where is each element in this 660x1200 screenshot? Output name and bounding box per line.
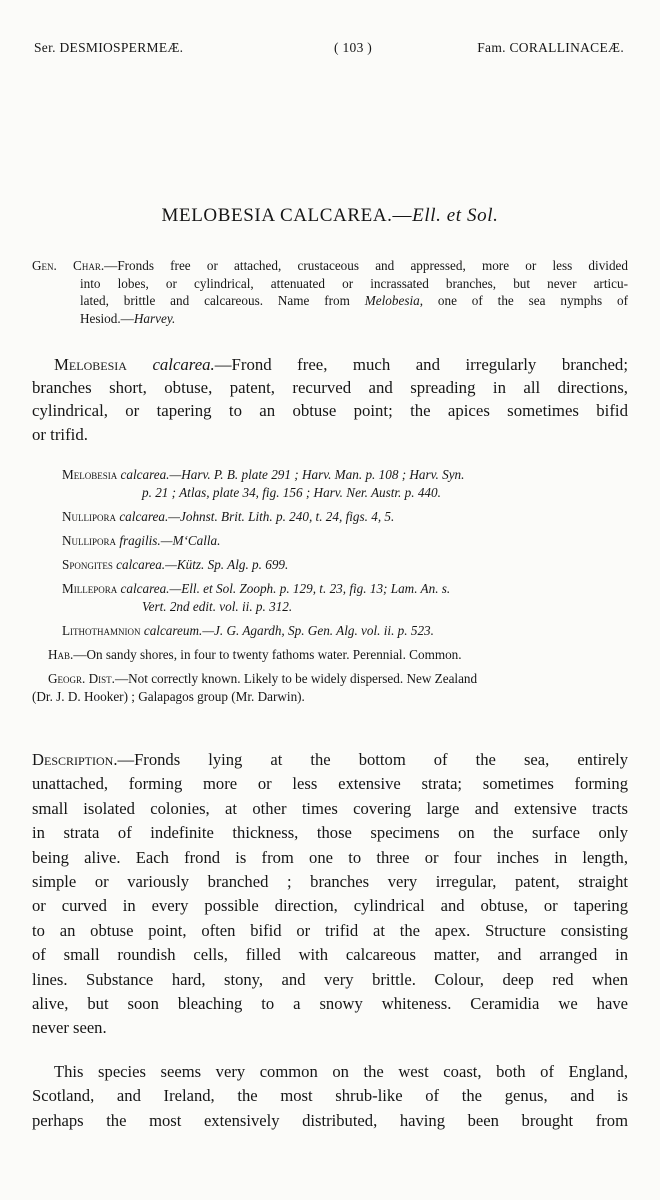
synonym-genus: Lithothamnion (62, 623, 141, 638)
description-line: of small roundish cells, filled with calcareous matter, and arranged in (32, 945, 628, 965)
spec-line-4: or trifid. (32, 424, 88, 444)
synonym-entry (32, 508, 628, 526)
geogr-line-1: —Not correctly known. Likely to be widely dispersed. New Zealand (114, 671, 478, 686)
synonym-genus: Nullipora (62, 509, 117, 524)
synonym-species: calcareum. (143, 623, 203, 638)
description-line: simple or variously branched ; branches very irregular, patent, straight (32, 872, 628, 892)
synonym-entry (32, 580, 628, 616)
specific-character (32, 353, 628, 446)
generic-character (32, 257, 628, 327)
synonym-species: calcarea. (116, 557, 166, 572)
title-authority: Ell. et Sol. (412, 205, 499, 226)
description-line: small isolated colonies, at other times covering large and extensive tracts (32, 798, 628, 818)
distribution-paragraph (32, 1060, 628, 1133)
description-label: Description. (32, 750, 118, 769)
synonym-reference: —M‘Calla. (160, 533, 221, 548)
synonym-reference: —Harv. P. B. plate 291 ; Harv. Man. p. 108 ; Harv. Syn. (169, 467, 465, 482)
gen-char-line-3-tail: , one of the sea nymphs of (419, 293, 628, 309)
paragraph-line: perhaps the most extensively distributed, having been brought from (32, 1110, 628, 1130)
spec-genus: Melobesia (54, 355, 127, 374)
synonym-genus: Spongites (62, 557, 113, 572)
synonym-genus: Millepora (62, 581, 118, 596)
gen-char-line-3: lated, brittle and calcareous. Name from (80, 293, 365, 309)
synonym-species: calcarea. (120, 467, 170, 482)
description-paragraph (32, 748, 628, 1041)
synonym-reference-cont: p. 21 ; Atlas, plate 34, fig. 156 ; Harv. Ner. Austr. p. 440. (142, 485, 441, 500)
running-header (28, 40, 632, 62)
spec-line-1: —Frond free, much and irregularly branched; (214, 355, 628, 374)
synonym-reference: —J. G. Agardh, Sp. Gen. Alg. vol. ii. p. 523. (202, 623, 434, 638)
synonym-entry (32, 622, 628, 640)
synonym-species: calcarea. (119, 509, 169, 524)
gen-char-harvey: Harvey. (133, 310, 176, 326)
synonym-reference: —Kütz. Sp. Alg. p. 699. (165, 557, 289, 572)
geogr-line-2: (Dr. J. D. Hooker) ; Galapagos group (Mr. Darwin). (32, 689, 305, 704)
description-line: being alive. Each frond is from one to three or four inches in length, (32, 847, 628, 867)
description-line: to an obtuse point, often bifid or trifid at the apex. Structure consisting (32, 920, 628, 940)
synonym-genus: Melobesia (62, 467, 118, 482)
gen-char-melobesia: Melobesia (364, 293, 420, 309)
synonym-entry (32, 556, 628, 574)
gen-char-line-2: into lobes, or cylindrical, attenuated or incrassated branches, but never articu- (80, 275, 628, 291)
habitat-label: Hab. (48, 647, 74, 662)
title-name: MELOBESIA CALCAREA.— (161, 205, 413, 226)
synonym-entry (32, 466, 628, 502)
paragraph-line: This species seems very common on the west coast, both of England, (54, 1062, 628, 1081)
description-line: never seen. (32, 1018, 107, 1038)
gen-char-label: Gen. Char. (32, 258, 105, 273)
synonym-reference-cont: Vert. 2nd edit. vol. ii. p. 312. (142, 599, 293, 614)
synonymy-list (32, 466, 628, 706)
species-title (0, 205, 660, 227)
description-line: in strata of indefinite thickness, those specimens on the surface only (32, 823, 628, 843)
spec-line-3: cylindrical, or tapering to an obtuse point; the apices sometimes bifid (32, 401, 628, 421)
description-line: lines. Substance hard, stony, and very brittle. Colour, deep red when (32, 969, 628, 989)
synonym-species: calcarea. (120, 581, 170, 596)
spec-species: calcarea. (152, 355, 215, 374)
header-series: Ser. DESMIOSPERMEÆ. (34, 40, 184, 55)
page-number: ( 103 ) (334, 40, 373, 55)
description-line: or curved in every possible direction, cylindrical and obtuse, or tapering (32, 896, 628, 916)
synonym-reference: —Johnst. Brit. Lith. p. 240, t. 24, figs. 4, 5. (168, 509, 395, 524)
gen-char-line-1: —Fronds free or attached, crustaceous and appressed, more or less divided (104, 258, 628, 273)
synonym-reference: —Ell. et Sol. Zooph. p. 129, t. 23, fig. 13; Lam. An. s. (169, 581, 451, 596)
description-line: alive, but soon bleaching to a snowy whiteness. Ceramidia we have (32, 994, 628, 1014)
synonym-entry (32, 532, 628, 550)
habitat (32, 646, 628, 664)
synonym-species: fragilis. (119, 533, 161, 548)
gen-char-line-4: Hesiod.— (80, 310, 134, 326)
header-family: Fam. CORALLINACEÆ. (477, 40, 624, 55)
geogr-label: Geogr. Dist. (48, 671, 115, 686)
synonym-genus: Nullipora (62, 533, 117, 548)
paragraph-line: Scotland, and Ireland, the most shrub-like of the genus, and is (32, 1086, 628, 1106)
habitat-text: —On sandy shores, in four to twenty fathoms water. Perennial. Common. (73, 647, 462, 662)
description-line: —Fronds lying at the bottom of the sea, entirely (117, 750, 628, 769)
spec-line-2: branches short, obtuse, patent, recurved and spreading in all directions, (32, 378, 628, 398)
geographic-distribution (32, 670, 628, 706)
description-line: unattached, forming more or less extensive strata; sometimes forming (32, 774, 628, 794)
